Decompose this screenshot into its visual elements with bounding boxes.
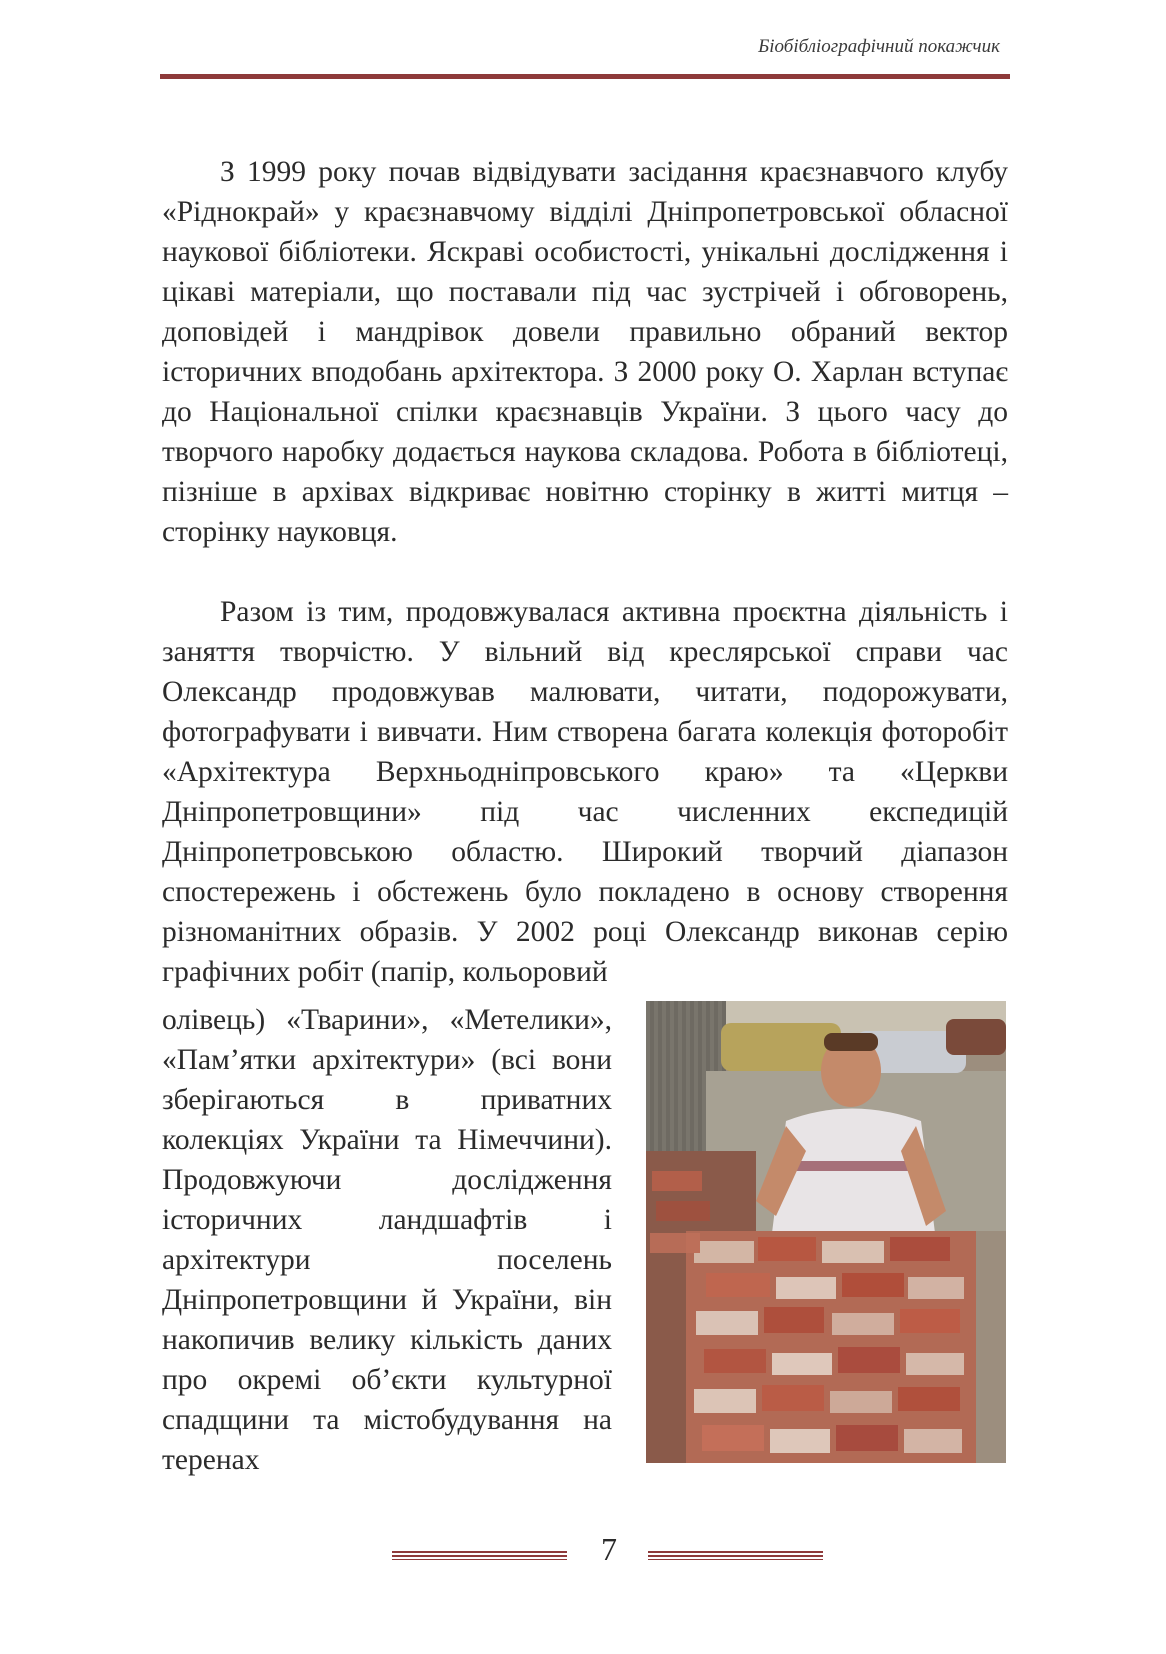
running-title: Біобібліографічний покажчик <box>758 36 1000 57</box>
paragraph-1: З 1999 року почав відвідувати засідання краєзнавчого клубу «Ріднокрай» у краєзнавчому відділі Дніпропетровської обласної наукової бібліотеки. Яскраві особистості, унікальні дослідження і цікаві матеріали, що поставали під час зустрічей і обговорень, доповідей і мандрівок довели правильно обраний вектор історичних вподобань архітектора. З 2000 року О. Харлан вступає до Національної спілки краєзнавців України. З цього часу до творчого наробку додається наукова складова. Робота в бібліотеці, пізніше в архівах відкриває новітню сторінку в житті митця – сторінку науковця. <box>162 156 1008 548</box>
paragraph-1-container <box>162 152 1008 552</box>
wrapped-paragraph: олівець) «Тварини», «Метелики», «Пам’ятки архітектури» (всі вони зберігаються в приватних колекціях України та Німеччини). Продовжуючи дослідження історичних ландшафтів і архітектури поселень Дніпропетровщини й України, він накопичив велику кількість даних про окремі об’єкти культурної спадщини та містобудування на теренах <box>162 1004 612 1476</box>
paragraph-2-container <box>162 592 1008 992</box>
footer-rule-left <box>392 1551 567 1560</box>
photo-illustration <box>646 1001 1006 1463</box>
header-rule <box>160 74 1010 79</box>
page-number: 7 <box>601 1531 617 1567</box>
paragraph-2: Разом із тим, продовжувалася активна проєктна діяльність і заняття творчістю. У вільний від креслярської справи час Олександр продовжував малювати, читати, подорожувати, фотографувати і вивчати. Ним створена багата колекція фоторобіт «Архітектура Верхньодніпровського краю» та «Церкви Дніпропетровщини» під час численних експедицій Дніпропетровською областю. Широкий творчий діапазон спостережень і обстежень було покладено в основу створення різноманітних образів. У 2002 році Олександр виконав серію графічних робіт (папір, кольоровий <box>162 596 1008 988</box>
photo-man-with-bricks <box>646 1001 1006 1463</box>
footer-rule-right <box>648 1551 823 1560</box>
